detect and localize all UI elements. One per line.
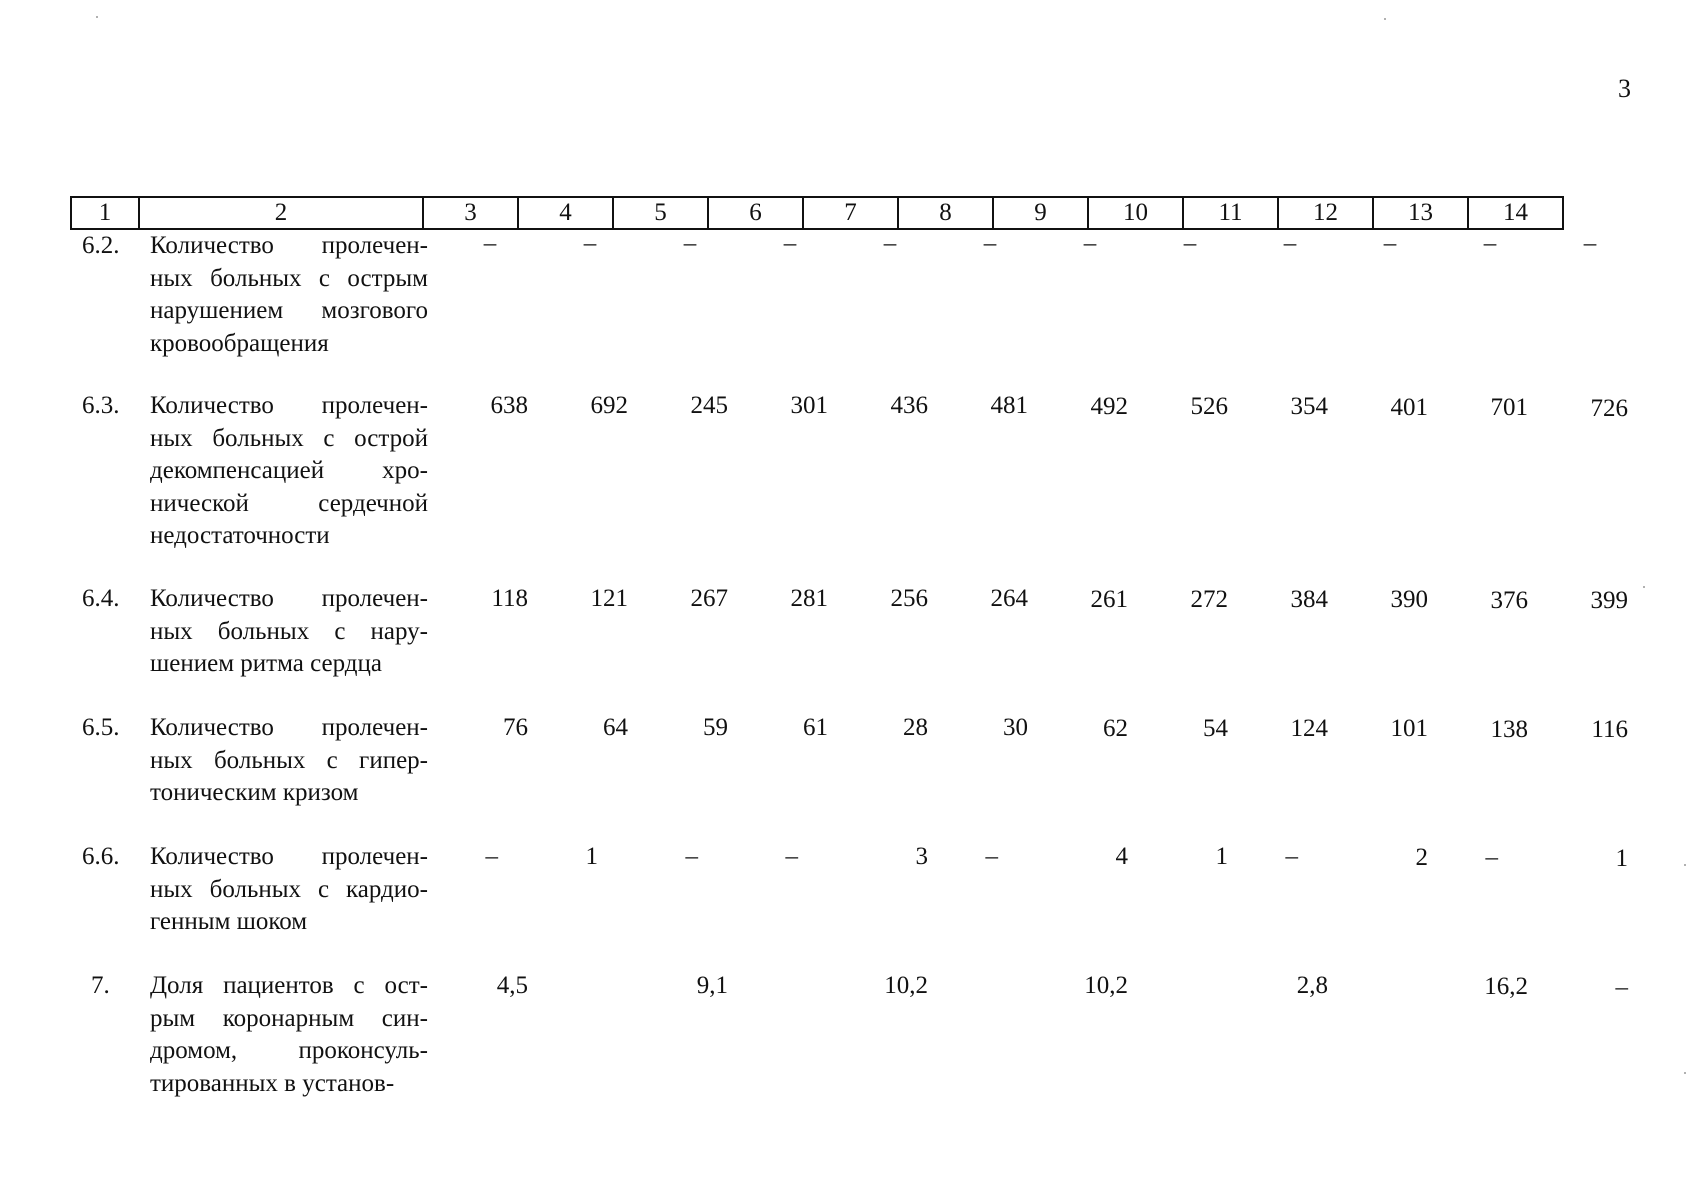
row-description (150, 230, 428, 360)
column-header-8: 8 (898, 197, 993, 229)
column-header-1: 1 (71, 197, 139, 229)
cell-col-13: 16,2 (1484, 973, 1528, 1000)
row-description-line: недостаточности (150, 522, 330, 549)
row-description-line: ных больных с острым (150, 264, 428, 292)
cell-col-9: 10,2 (1084, 972, 1128, 999)
row-description-line: Количество пролечен- (150, 843, 428, 870)
row-description-line: кровообращения (150, 329, 329, 357)
cell-col-10: – (1183, 230, 1197, 257)
column-header-13: 13 (1373, 197, 1468, 229)
cell-col-13: 376 (1490, 587, 1528, 614)
row-description (150, 390, 428, 553)
row-description (150, 583, 428, 681)
column-header-14: 14 (1468, 197, 1563, 229)
cell-col-7: – (883, 230, 897, 257)
row-description-line: генным шоком (150, 908, 308, 935)
cell-col-13: – (1483, 230, 1497, 257)
page-number: 3 (1618, 74, 1631, 103)
cell-col-8: 30 (1003, 714, 1028, 741)
row-description-line: Количество пролечен- (150, 714, 428, 741)
cell-col-3: 4,5 (496, 972, 528, 999)
cell-col-14: 1 (1615, 845, 1628, 872)
cell-col-11: – (1283, 230, 1297, 257)
cell-col-11: 2,8 (1296, 972, 1328, 999)
scan-speck (1684, 864, 1686, 866)
cell-col-5: – (683, 230, 697, 257)
cell-col-10: 272 (1190, 586, 1228, 613)
cell-col-3: 76 (503, 714, 528, 741)
cell-col-11: 124 (1290, 715, 1328, 742)
cell-col-14: – (1583, 230, 1597, 257)
cell-col-6: 61 (803, 714, 828, 741)
cell-col-5: – (685, 843, 698, 870)
cell-col-6: – (783, 230, 797, 257)
column-header-6: 6 (708, 197, 803, 229)
row-description (150, 970, 428, 1100)
cell-col-7: 10,2 (884, 972, 928, 999)
row-number: 6.3. (82, 392, 120, 419)
column-header-row (71, 197, 1563, 229)
cell-col-14: 399 (1590, 587, 1628, 614)
row-description-line: Количество пролечен- (150, 392, 428, 419)
cell-col-9: 62 (1103, 715, 1128, 742)
column-header-3: 3 (423, 197, 518, 229)
row-number: 7. (91, 972, 110, 999)
column-header-5: 5 (613, 197, 708, 229)
cell-col-3: 118 (491, 585, 528, 612)
column-header-table (70, 196, 1564, 230)
cell-col-8: – (985, 843, 998, 870)
row-description-line: тированных в установ- (150, 1069, 395, 1097)
row-description-line: нарушением мозгового (150, 297, 428, 324)
cell-col-4: 121 (590, 585, 628, 612)
cell-col-4: 64 (603, 714, 628, 741)
cell-col-11: – (1285, 843, 1298, 870)
row-number: 6.5. (82, 714, 120, 741)
cell-col-13: 701 (1490, 394, 1528, 421)
row-description-line: декомпенсацией хро- (150, 457, 428, 484)
row-description-line: дромом, проконсуль- (150, 1037, 428, 1064)
scan-speck (96, 16, 98, 18)
cell-col-12: 390 (1390, 586, 1428, 613)
row-description-line: ных больных с кардио- (150, 875, 428, 903)
cell-col-4: 1 (585, 843, 598, 870)
cell-col-7: 3 (915, 843, 928, 870)
row-number: 6.2. (82, 232, 120, 259)
row-number: 6.4. (82, 585, 120, 612)
cell-col-3: 638 (490, 392, 528, 419)
cell-col-5: 245 (690, 392, 728, 419)
column-header-9: 9 (993, 197, 1088, 229)
cell-col-8: 264 (990, 585, 1028, 612)
cell-col-9: 4 (1115, 843, 1128, 870)
cell-col-13: – (1485, 844, 1498, 871)
cell-col-3: – (483, 230, 497, 257)
cell-col-11: 384 (1290, 586, 1328, 613)
cell-col-7: 256 (890, 585, 928, 612)
cell-col-14: 726 (1590, 395, 1628, 422)
column-header-10: 10 (1088, 197, 1183, 229)
cell-col-11: 354 (1290, 393, 1328, 420)
cell-col-6: – (785, 843, 798, 870)
row-description (150, 841, 428, 939)
scan-speck (1684, 1072, 1686, 1074)
cell-col-7: 28 (903, 714, 928, 741)
cell-col-8: 481 (990, 392, 1028, 419)
column-header-11: 11 (1183, 197, 1278, 229)
cell-col-14: 116 (1591, 716, 1628, 743)
cell-col-6: 301 (790, 392, 828, 419)
cell-col-13: 138 (1490, 716, 1528, 743)
column-header-4: 4 (518, 197, 613, 229)
row-description-line: шением ритма сердца (150, 650, 382, 677)
cell-col-5: 9,1 (696, 972, 728, 999)
row-description-line: рым коронарным син- (150, 1004, 428, 1032)
cell-col-6: 281 (790, 585, 828, 612)
cell-col-4: 692 (590, 392, 628, 419)
cell-col-5: 267 (690, 585, 728, 612)
row-description-line: ных больных с нару- (150, 617, 428, 645)
cell-col-12: – (1383, 230, 1397, 257)
cell-col-9: 492 (1090, 393, 1128, 420)
row-description-line: Количество пролечен- (150, 232, 428, 259)
scan-speck (1384, 18, 1386, 20)
cell-col-12: 101 (1390, 715, 1428, 742)
cell-col-7: 436 (890, 392, 928, 419)
row-description-line: ных больных с острой (150, 424, 428, 452)
cell-col-9: – (1083, 230, 1097, 257)
column-header-12: 12 (1278, 197, 1373, 229)
cell-col-4: – (583, 230, 597, 257)
cell-col-9: 261 (1090, 586, 1128, 613)
scan-speck (1643, 586, 1645, 588)
cell-col-10: 54 (1203, 715, 1228, 742)
cell-col-12: 2 (1415, 844, 1428, 871)
row-description-line: ных больных с гипер- (150, 746, 428, 774)
row-description-line: нической сердечной (150, 489, 428, 517)
cell-col-5: 59 (703, 714, 728, 741)
column-header-7: 7 (803, 197, 898, 229)
column-header-2: 2 (139, 197, 423, 229)
row-description-line: тоническим кризом (150, 779, 359, 806)
cell-col-12: 401 (1390, 394, 1428, 421)
cell-col-10: 526 (1190, 393, 1228, 420)
row-description-line: Количество пролечен- (150, 585, 428, 612)
cell-col-8: – (983, 230, 997, 257)
cell-col-3: – (485, 843, 498, 870)
row-description-line: Доля пациентов с ост- (150, 972, 428, 999)
row-number: 6.6. (82, 843, 120, 870)
cell-col-14: – (1615, 974, 1628, 1001)
cell-col-10: 1 (1215, 843, 1228, 870)
row-description (150, 712, 428, 810)
